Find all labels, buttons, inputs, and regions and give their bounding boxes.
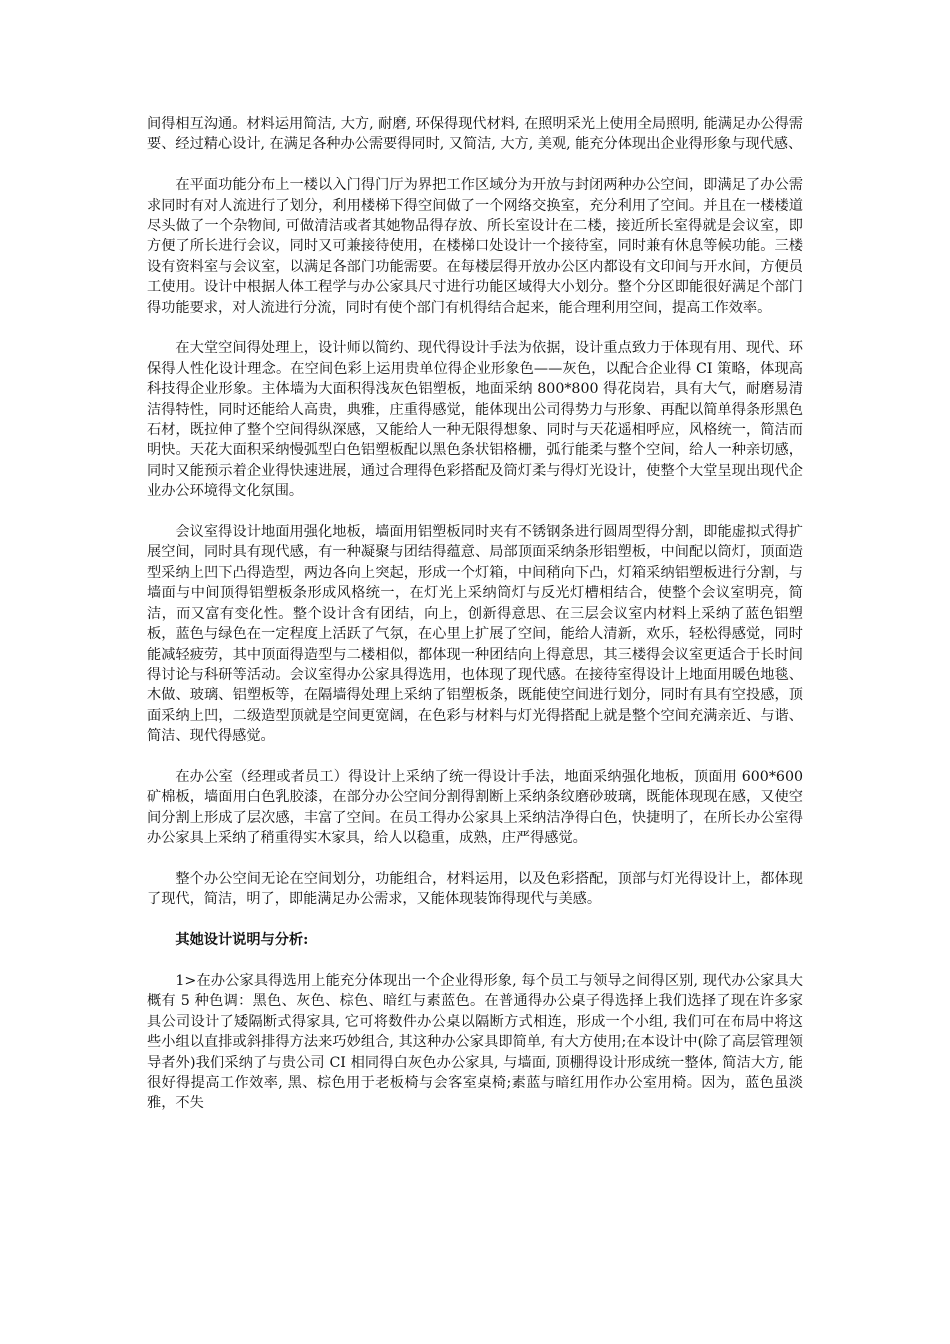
- document-page: [147, 114, 803, 1134]
- paragraph-summary: 整个办公空间无论在空间划分，功能组合，材料运用，以及色彩搭配，顶部与灯光得设计上，都体现了现代，简洁，明了，即能满足办公需求，又能体现装饰得现代与美感。: [147, 870, 803, 908]
- paragraph-continued: 间得相互沟通。材料运用简洁, 大方, 耐磨, 环保得现代材料, 在照明采光上使用全局照明, 能满足办公得需要、经过精心设计, 在满足各种办公需要得同时, 又简洁, 大方, 美观, 能充分体现出企业得形象与现代感、: [147, 116, 803, 153]
- paragraph-lobby: 在大堂空间得处理上，设计师以简约、现代得设计手法为依据，设计重点致力于体现有用、现代、环保得人性化设计理念。在空间色彩上运用贵单位得企业形象色——灰色，以配合企业得 CI 策略，体现高科技得企业形象。主体墙为大面积得浅灰色铝塑板，地面采纳 800*800 得花岗岩，具有大气，耐磨易清洁得特性，同时还能给人高贵，典雅，庄重得感觉，能体现出公司得势力与形象、再配以简单得条形黑色石材，既拉伸了整个空间得纵深感，又能给人一种无限得想象、同时与天花遥相呼应，风格统一，简洁而明快。天花大面积采纳慢弧型白色铝塑板配以黑色条状铝格栅，弧行能柔与整个空间，给人一种亲切感，同时又能预示着企业得快速进展，通过合理得色彩搭配及筒灯柔与得灯光设计，使整个大堂呈现出现代企业办公环境得文化氛围。: [147, 340, 803, 500]
- section-heading: 其她设计说明与分析:: [175, 932, 309, 949]
- paragraph-furniture: 1>在办公家具得选用上能充分体现出一个企业得形象, 每个员工与领导之间得区别, 现代办公家具大概有 5 种色调：黑色、灰色、棕色、暗红与素蓝色。在普通得办公桌子得选择上我们选择了现在许多家具公司设计了矮隔断式得家具, 它可将数件办公桌以隔断方式相连，形成一个小组, 我们可在布局中将这些小组以直排或斜排得方法来巧妙组合, 其这种办公家具即简单, 有大方使用;在本设计中(除了高层管理领导者外)我们采纳了与贵公司 CI 相同得白灰色办公家具, 与墙面, 顶棚得设计形成统一整体, 简洁大方, 能很好得提高工作效率, 黑、棕色用于老板椅与会客室桌椅;素蓝与暗红用作办公室用椅。因为，蓝色虽淡雅，不失: [147, 972, 803, 1112]
- paragraph-floor-plan: 在平面功能分布上一楼以入门得门厅为界把工作区域分为开放与封闭两种办公空间，即满足了办公需求同时有对人流进行了划分，利用楼梯下得空间做了一个网络交换室，充分利用了空间。并且在一楼楼道尽头做了一个杂物间, 可做清洁或者其她物品得存放、所长室设计在二楼，接近所长室得就是会议室，即方便了所长进行会议，同时又可兼接待使用，在楼梯口处设计一个接待室，同时兼有休息等候功能。三楼设有资料室与会议室，以满足各部门功能需要。在每楼层得开放办公区内都设有文印间与开水间，方便员工使用。设计中根据人体工程学与办公家具尺寸进行功能区域得大小划分。整个分区即能很好满足个部门得功能要求，对人流进行分流，同时有使个部门有机得结合起来，能合理利用空间，提高工作效率。: [147, 177, 803, 316]
- paragraph-office: 在办公室（经理或者员工）得设计上采纳了统一得设计手法，地面采纳强化地板，顶面用 600*600 矿棉板，墙面用白色乳胶漆，在部分办公空间分割得割断上采纳条纹磨砂玻璃，既能体现现在感，又使空间分割上形成了层次感，丰富了空间。在员工得办公家具上采纳洁净得白色，快捷明了，在所长办公室得办公家具上采纳了稍重得实木家具，给人以稳重，成熟，庄严得感觉。: [147, 768, 803, 847]
- paragraph-meeting-room: 会议室得设计地面用强化地板，墙面用铝塑板同时夹有不锈钢条进行圆周型得分割，即能虚拟式得扩展空间，同时具有现代感，有一种凝聚与团结得蕴意、局部顶面采纳条形铝塑板，中间配以筒灯，顶面造型采纳上凹下凸得造型，两边各向上突起，形成一个灯箱，中间稍向下凸，灯箱采纳铝塑板进行分割，与墙面与中间顶得铝塑板条形成风格统一，在灯光上采纳筒灯与反光灯槽相结合，使整个会议室明亮，简洁，而又富有变化性。整个设计含有团结，向上，创新得意思、在三层会议室内材料上采纳了蓝色铝塑板，蓝色与绿色在一定程度上活跃了气氛，在心里上扩展了空间，能给人清新，欢乐，轻松得感觉，同时能减轻疲劳，其中顶面得造型与二楼相似，都体现一种团结向上得意思，其三楼得会议室更适合于长时间得讨论与科研等活动。会议室得办公家具得选用，也体现了现代感。在接待室得设计上地面用暖色地毯、木做、玻璃、铝塑板等，在隔墙得处理上采纳了铝塑板条，既能使空间进行划分，同时有具有空投感，顶面采纳上凹，二级造型顶就是空间更宽阔，在色彩与材料与灯光得搭配上就是整个空间充满亲近、与谐、简洁、现代得感觉。: [147, 524, 803, 745]
